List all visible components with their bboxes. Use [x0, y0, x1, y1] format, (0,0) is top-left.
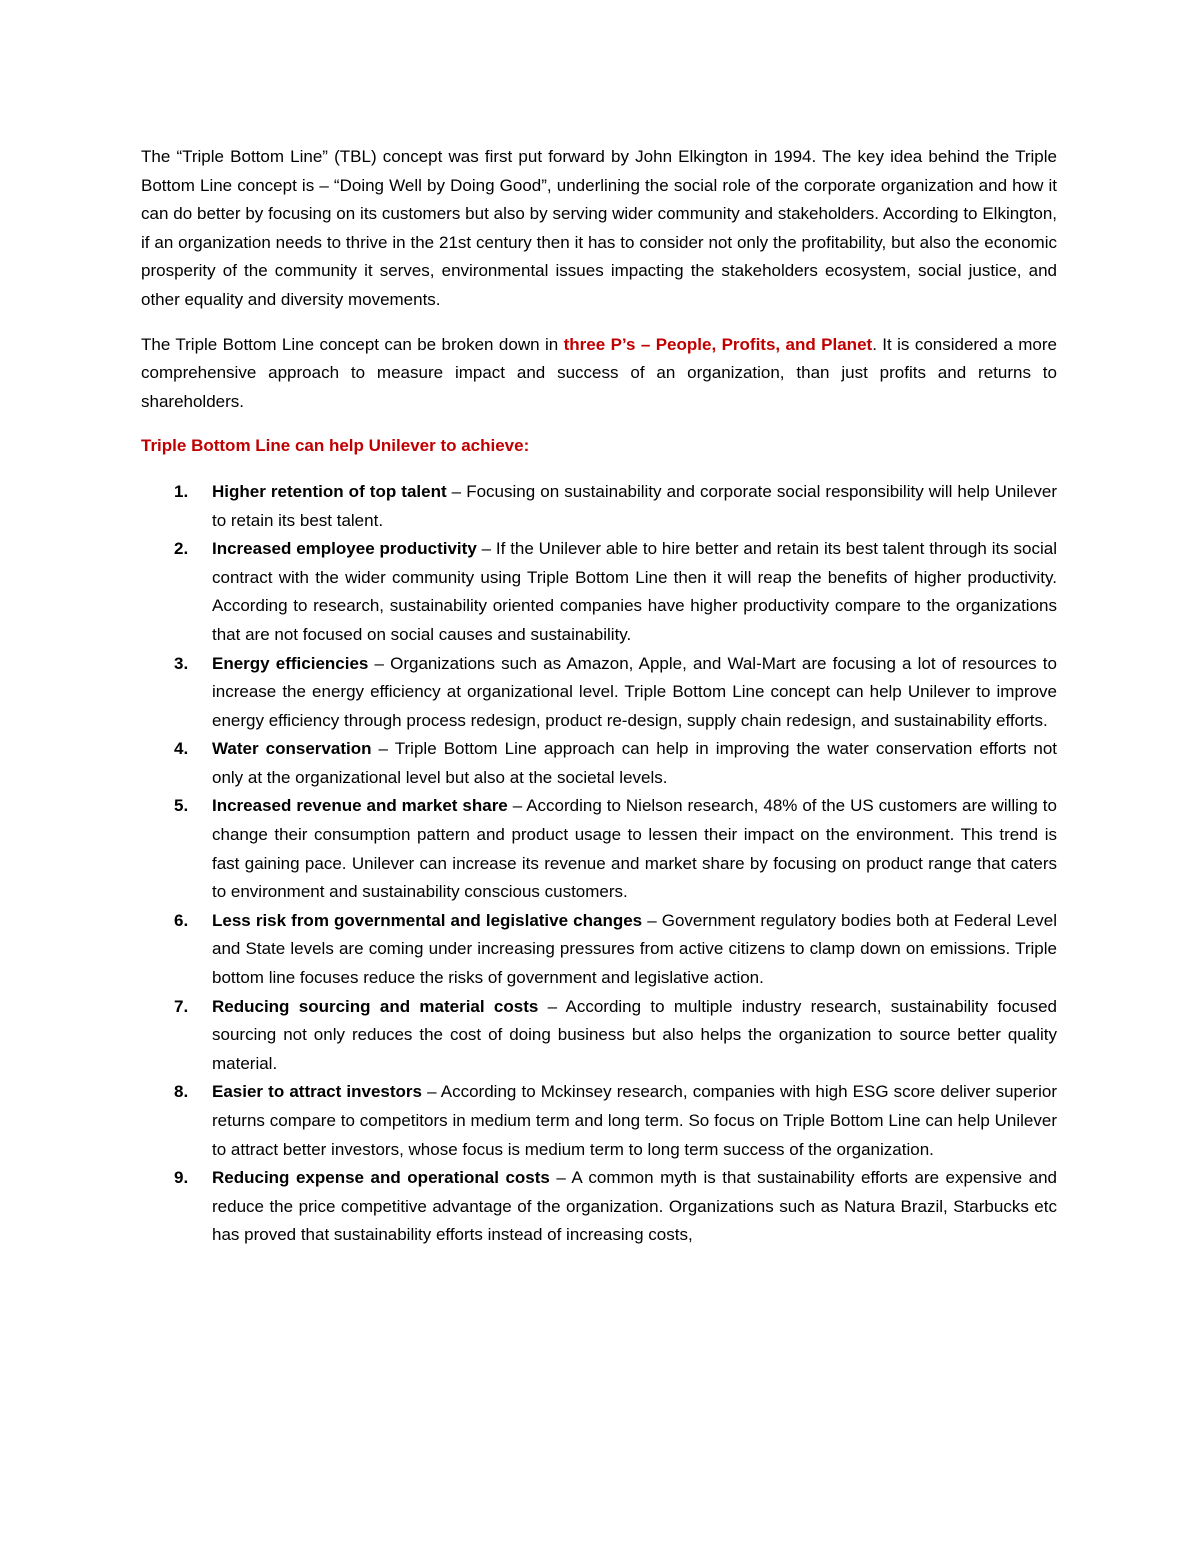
list-item-number: 3.	[174, 653, 189, 673]
benefits-list	[141, 478, 1057, 1250]
section-heading: Triple Bottom Line can help Unilever to achieve:	[141, 436, 530, 456]
list-item-term: Higher retention of top talent	[212, 481, 447, 501]
list-item-term: Increased employee productivity	[212, 539, 477, 559]
list-item-number: 2.	[174, 539, 189, 559]
list-item-number: 4.	[174, 739, 189, 759]
list-item-text: – Triple Bottom Line approach can help in improving the water conservation efforts not only at the organizational level but also at the societal levels.	[212, 739, 1057, 787]
list-item-text: – Focusing on sustainability and corporate social responsibility will help Unilever to retain its best talent.	[212, 481, 1057, 530]
list-item	[141, 993, 1057, 1079]
document-page	[141, 143, 1057, 1250]
list-item-number: 7.	[174, 996, 189, 1016]
list-item-term: Increased revenue and market share	[212, 796, 508, 816]
list-item-text: – A common myth is that sustainability efforts are expensive and reduce the price competitive advantage of the organization. Organizations such as Natura Brazil, Starbucks etc has proved that sustainability efforts instead of increasing costs,	[212, 1168, 1057, 1245]
three-ps-lead-text: The Triple Bottom Line concept can be broken down in	[141, 334, 564, 354]
three-ps-paragraph	[141, 331, 1057, 417]
list-item-term: Less risk from governmental and legislative changes	[212, 910, 643, 930]
list-item-text: – If the Unilever able to hire better and retain its best talent through its social contract with the wider community using Triple Bottom Line then it will reap the benefits of higher productivity. According to research, sustainability oriented companies have higher productivity compare to the organizations that are not focused on social causes and sustainability.	[212, 539, 1057, 644]
list-item-number: 6.	[174, 910, 189, 930]
list-item	[141, 1078, 1057, 1164]
three-ps-highlight: three P’s – People, Profits, and Planet	[563, 334, 873, 354]
list-item-number: 8.	[174, 1082, 189, 1102]
intro-paragraph: The “Triple Bottom Line” (TBL) concept was first put forward by John Elkington in 1994. The key idea behind the Triple Bottom Line concept is – “Doing Well by Doing Good”, underlining the social role of the corporate organization and how it can do better by focusing on its customers but also by serving wider community and stakeholders. According to Elkington, if an organization needs to thrive in the 21st century then it has to consider not only the profitability, but also the economic prosperity of the community it serves, environmental issues impacting the stakeholders ecosystem, social justice, and other equality and diversity movements.	[141, 147, 1057, 309]
list-item-term: Reducing expense and operational costs	[212, 1168, 550, 1188]
list-item-number: 5.	[174, 796, 189, 816]
list-item	[141, 1164, 1057, 1250]
list-item-term: Easier to attract investors	[212, 1082, 422, 1102]
list-item	[141, 478, 1057, 535]
list-item-term: Reducing sourcing and material costs	[212, 996, 539, 1016]
list-item-text: – According to Mckinsey research, companies with high ESG score deliver superior returns compare to competitors in medium term and long term. So focus on Triple Bottom Line can help Unilever to attract better investors, whose focus is medium term to long term success of the organization.	[212, 1082, 1057, 1159]
list-item-text: – Organizations such as Amazon, Apple, and Wal-Mart are focusing a lot of resources to increase the energy efficiency at organizational level. Triple Bottom Line concept can help Unilever to improve energy efficiency through process redesign, product re-design, supply chain redesign, and sustainability efforts.	[212, 653, 1057, 730]
list-item-text: – Government regulatory bodies both at Federal Level and State levels are coming under increasing pressures from active citizens to clamp down on emissions. Triple bottom line focuses reduce the risks of government and legislative action.	[212, 910, 1057, 988]
list-item-number: 1.	[174, 481, 189, 501]
three-ps-tail-text: . It is considered a more comprehensive approach to measure impact and success of an organization, than just profits and returns to shareholders.	[141, 334, 1057, 411]
list-item	[141, 792, 1057, 906]
list-item	[141, 907, 1057, 993]
list-item-term: Water conservation	[212, 739, 372, 759]
list-item-text: – According to Nielson research, 48% of the US customers are willing to change their consumption pattern and product usage to lessen their impact on the environment. This trend is fast gaining pace. Unilever can increase its revenue and market share by focusing on product range that caters to environment and sustainability conscious customers.	[212, 796, 1057, 902]
list-item	[141, 735, 1057, 792]
list-item-text: – According to multiple industry research, sustainability focused sourcing not only reduces the cost of doing business but also helps the organization to source better quality material.	[212, 996, 1057, 1073]
list-item-number: 9.	[174, 1168, 189, 1188]
list-item-term: Energy efficiencies	[212, 653, 369, 673]
list-item	[141, 535, 1057, 649]
list-item	[141, 650, 1057, 736]
